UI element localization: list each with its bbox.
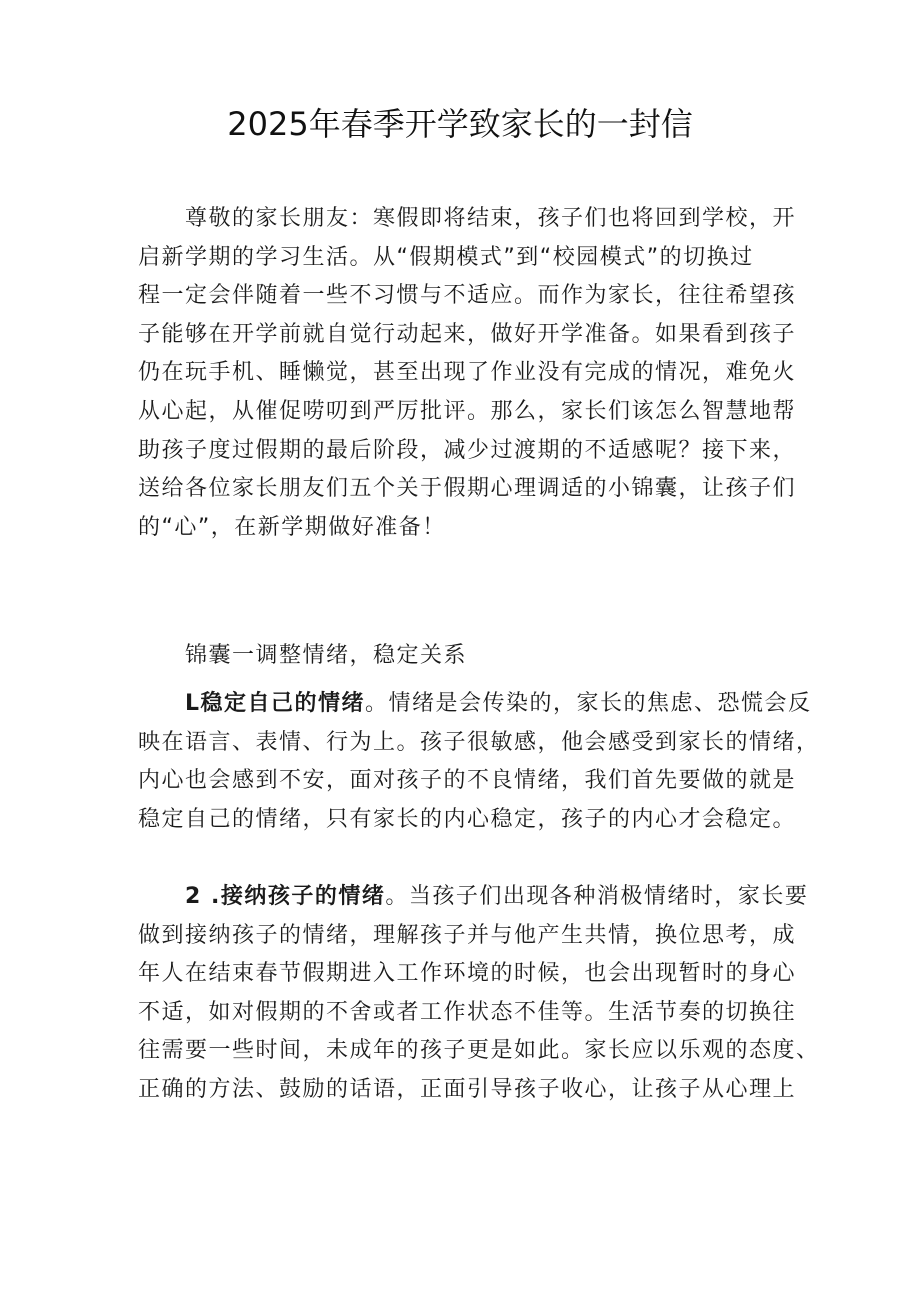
intro-line: 尊敬的家长朋友：寒假即将结束，孩子们也将回到学校，开 bbox=[185, 206, 797, 231]
intro-line: 助孩子度过假期的最后阶段，减少过渡期的不适感呢？接下来， bbox=[138, 437, 797, 463]
section-1-paragraph bbox=[138, 685, 820, 839]
intro-line: 的“心”，在新学期做好准备！ bbox=[138, 514, 446, 540]
section-1-first-line bbox=[138, 685, 812, 724]
intro-line: 启新学期的学习生活。从“假期模式”到“校园模式”的切换过 bbox=[138, 244, 754, 270]
section-2-line: 年人在结束春节假期进入工作环境的时候，也会出现暂时的身心 bbox=[138, 961, 797, 987]
section-2-first-line bbox=[138, 878, 809, 917]
intro-line: 仍在玩手机、睡懒觉，甚至出现了作业没有完成的情况，难免火 bbox=[138, 360, 797, 386]
section-1-line: 内心也会感到不安，面对孩子的不良情绪，我们首先要做的就是 bbox=[138, 768, 797, 794]
section-2-line: 不适，如对假期的不舍或者工作状态不佳等。生活节奏的切换往 bbox=[138, 999, 797, 1025]
intro-line: 程一定会伴随着一些不习惯与不适应。而作为家长，往往希望孩 bbox=[138, 283, 797, 309]
section-2-lead: 2 .接纳孩子的情绪 bbox=[185, 884, 386, 909]
section-1-line: 映在语言、表情、行为上。孩子很敏感，他会感受到家长的情绪， bbox=[138, 729, 820, 755]
section-1-line: 稳定自己的情绪，只有家长的内心稳定，孩子的内心才会稳定。 bbox=[138, 806, 797, 832]
section-heading bbox=[138, 637, 798, 676]
section-2-first-rest: 。当孩子们出现各种消极情绪时，家长要 bbox=[385, 884, 809, 909]
intro-line: 子能够在开学前就自觉行动起来，做好开学准备。如果看到孩子 bbox=[138, 321, 797, 347]
section-2-paragraph bbox=[138, 878, 820, 1110]
section-heading-text: 锦囊一调整情绪，稳定关系 bbox=[185, 643, 468, 668]
section-1-first-rest: 。情绪是会传染的，家长的焦虑、恐慌会反 bbox=[365, 691, 812, 716]
document-title: 2025年春季开学致家长的一封信 bbox=[227, 105, 693, 143]
intro-line: 从心起，从催促唠叨到严厉批评。那么，家长们该怎么智慧地帮 bbox=[138, 398, 797, 424]
section-1-lead: L稳定自己的情绪 bbox=[185, 691, 366, 716]
section-2-line: 正确的方法、鼓励的话语，正面引导孩子收心，让孩子从心理上 bbox=[138, 1076, 797, 1102]
section-2-line: 往需要一些时间，未成年的孩子更是如此。家长应以乐观的态度、 bbox=[138, 1038, 820, 1064]
intro-line: 送给各位家长朋友们五个关于假期心理调适的小锦囊，让孩子们 bbox=[138, 476, 797, 502]
intro-paragraph bbox=[138, 200, 798, 547]
section-2-line: 做到接纳孩子的情绪，理解孩子并与他产生共情，换位思考，成 bbox=[138, 922, 797, 948]
